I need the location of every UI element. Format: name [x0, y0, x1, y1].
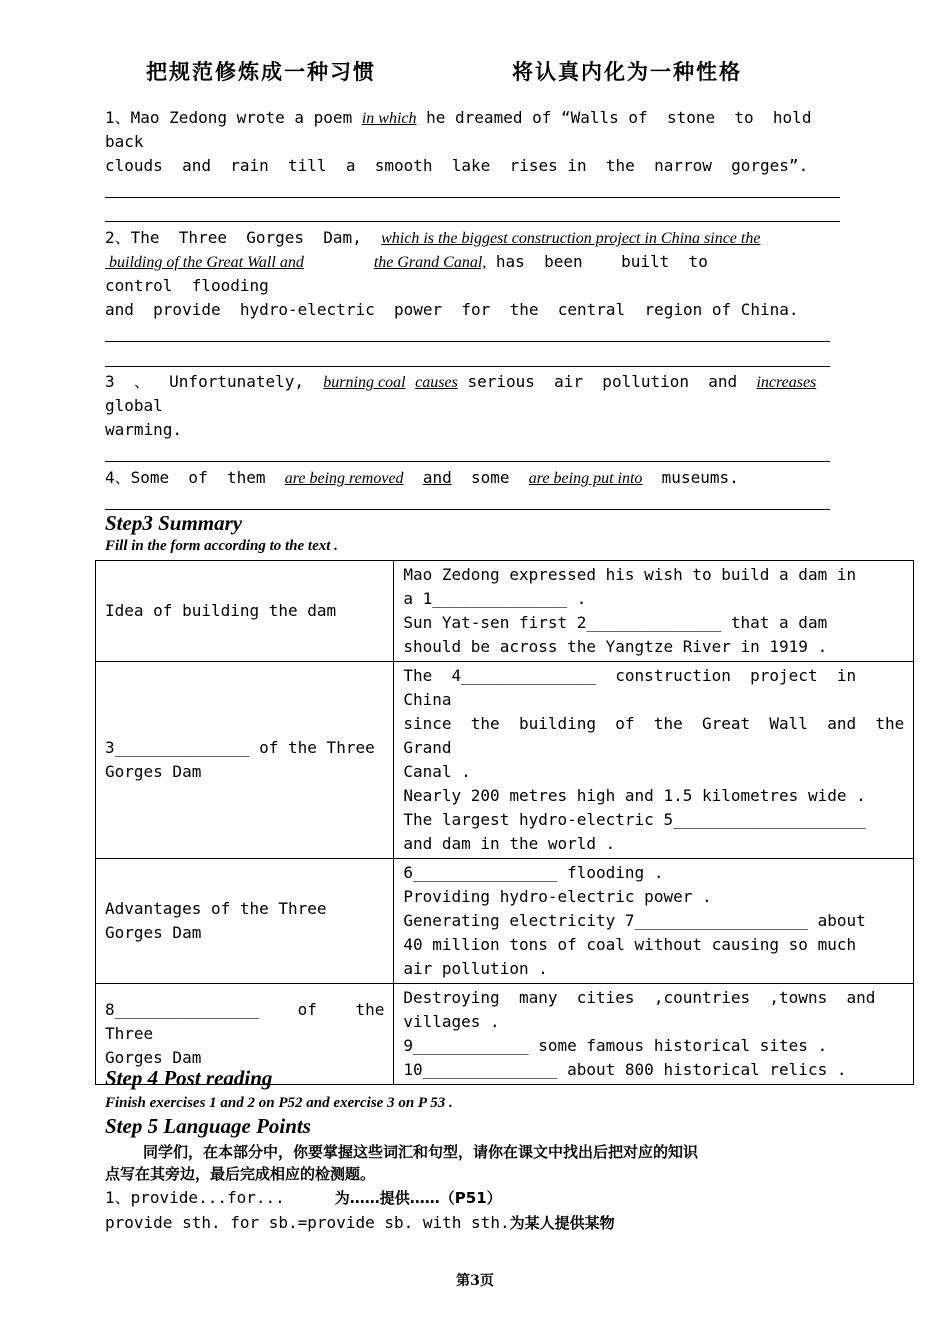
answer-line [105, 366, 830, 367]
answer-line [105, 341, 830, 342]
header-left-motto: 把规范修炼成一种习惯 [146, 60, 376, 84]
sentence-2-line-3: control flooding [105, 276, 269, 295]
sentence-1-line-2: back [105, 132, 144, 151]
answer-line [105, 197, 840, 198]
sentence-1-line-3: clouds and rain till a smooth lake rises in the narrow gorges”. [105, 156, 809, 175]
table-cell-right: 6_______________ flooding . Providing hydro-electric power . Generating electricity 7__________________ about 40 million tons of coal without causing so much air pollution . [394, 859, 914, 984]
table-cell-right: Mao Zedong expressed his wish to build a dam in a 1______________ . Sun Yat-sen first 2______________ that a dam should be across the Yangtze River in 1919 . [394, 561, 914, 662]
table-cell-left: 8_______________ of the Three Gorges Dam [96, 984, 394, 1085]
table-cell-right: Destroying many cities ,countries ,towns and villages . 9____________ some famous historical sites . 10______________ about 800 historical relics . [394, 984, 914, 1085]
step4-title: Step 4 Post reading [105, 1066, 273, 1090]
table-row [96, 561, 914, 662]
language-point-1-usage: provide sth. for sb.=provide sb. with sth.为某人提供某物 [105, 1213, 615, 1232]
table-cell-left: 3______________ of the Three Gorges Dam [96, 662, 394, 859]
step5-title: Step 5 Language Points [105, 1114, 311, 1138]
sentence-1-line-1: 1、Mao Zedong wrote a poem in which he dreamed of “Walls of stone to hold [105, 108, 812, 127]
table-cell-left: Advantages of the Three Gorges Dam [96, 859, 394, 984]
sentence-3-line-3: warming. [105, 420, 183, 439]
sentence-4-line-1: 4、Some of them are being removed and some are being put into museums. [105, 468, 739, 487]
answer-line [105, 221, 840, 222]
step3-instruction: Fill in the form according to the text . [105, 538, 338, 554]
table-row [96, 859, 914, 984]
sentence-1-underline: in which [361, 110, 417, 127]
sentence-2-line-4: and provide hydro-electric power for the central region of China. [105, 300, 799, 319]
language-point-1: 1、provide...for... 为……提供……（P51） [105, 1188, 502, 1207]
step5-intro-line-1: 同学们，在本部分中，你要掌握这些词汇和句型，请你在课文中找出后把对应的知识 [143, 1143, 699, 1161]
sentence-3-line-1: 3 、 Unfortunately, burning coal causes serious air pollution and increases [105, 372, 817, 391]
step5-intro-line-2: 点写在其旁边，最后完成相应的检测题。 [105, 1165, 376, 1183]
answer-line [105, 509, 830, 510]
header-right-motto: 将认真内化为一种性格 [512, 60, 742, 84]
summary-table [95, 560, 914, 1085]
answer-line [105, 461, 830, 462]
sentence-2-line-2: building of the Great Wall and the Grand Canal, has been built to [105, 252, 708, 271]
page-number: 第3页 [456, 1273, 494, 1289]
table-cell-right: The 4______________ construction project in China since the building of the Great Wall and the Grand Canal . Nearly 200 metres high and 1.5 kilometres wide . The largest hydro-electric 5____________________ and dam in the world . [394, 662, 914, 859]
table-cell-left: Idea of building the dam [96, 561, 394, 662]
sentence-2-line-1: 2、The Three Gorges Dam, which is the biggest construction project in China since the [105, 228, 761, 247]
step4-instruction: Finish exercises 1 and 2 on P52 and exercise 3 on P 53 . [105, 1095, 453, 1111]
sentence-3-line-2: global [105, 396, 163, 415]
table-row [96, 662, 914, 859]
step3-title: Step3 Summary [105, 511, 243, 535]
